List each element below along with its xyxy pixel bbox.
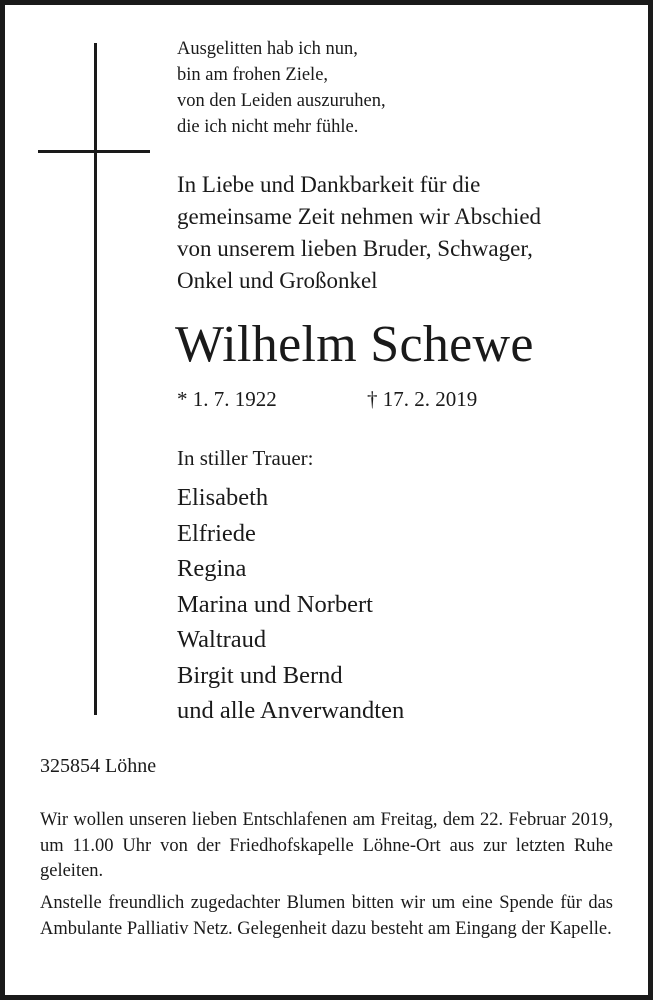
poem-line: bin am frohen Ziele, (177, 65, 329, 85)
life-dates (177, 384, 478, 414)
funeral-announcement: Wir wollen unseren lieben Entschlafenen am Freitag, dem 22. Februar 2019, um 11.00 Uhr von der Friedhofskapelle Löhne-Ort aus zur letzten Ruhe geleiten. (40, 810, 613, 881)
intro-line: Onkel und Großonkel (177, 268, 378, 293)
mourner-item: Elfriede (177, 519, 256, 547)
birth-date: * 1. 7. 1922 (177, 387, 277, 411)
deceased-name: Wilhelm Schewe (175, 316, 534, 373)
death-date: † 17. 2. 2019 (367, 387, 478, 411)
intro-line: In Liebe und Dankbarkeit für die (177, 172, 481, 197)
mourner-item: Elisabeth (177, 484, 269, 511)
mourners-list (177, 480, 404, 729)
intro-line: gemeinsame Zeit nehmen wir Abschied (177, 204, 542, 229)
cross-icon-vertical (94, 43, 97, 715)
mourner-item: und alle Anverwandten (177, 697, 405, 724)
poem-line: die ich nicht mehr fühle. (177, 117, 359, 137)
location: 325854 Löhne (40, 755, 157, 777)
intro-text (177, 169, 541, 297)
mourner-item: Waltraud (177, 626, 267, 653)
poem-line: von den Leiden auszuruhen, (177, 91, 386, 111)
poem-line: Ausgelitten hab ich nun, (177, 39, 358, 59)
mourning-heading: In stiller Trauer: (177, 446, 314, 470)
mourner-item: Marina und Norbert (177, 590, 373, 618)
intro-line: von unserem lieben Bruder, Schwager, (177, 236, 533, 261)
cross-icon-horizontal (38, 150, 150, 153)
donation-request: Anstelle freundlich zugedachter Blumen bitten wir um eine Spende für das Ambulante Palliativ Netz. Gelegenheit dazu besteht am Eingang der Kapelle. (40, 893, 613, 939)
poem (177, 36, 386, 140)
mourner-item: Regina (177, 555, 247, 582)
mourner-item: Birgit und Bernd (177, 661, 343, 689)
